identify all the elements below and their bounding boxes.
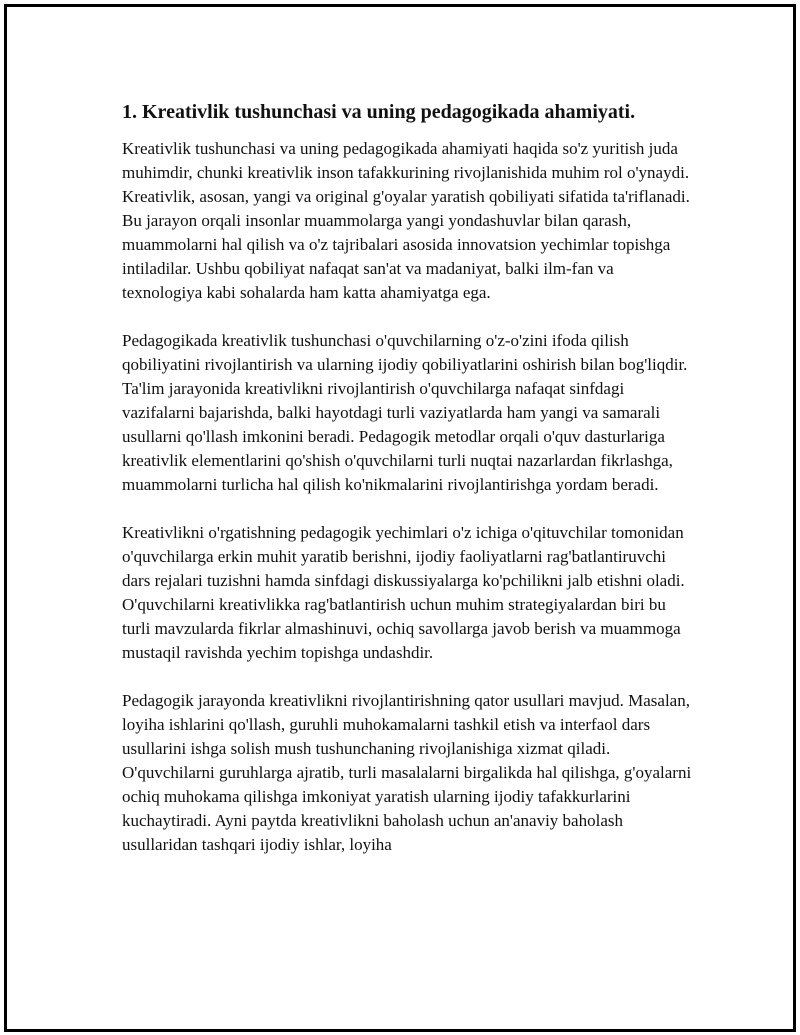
document-page: [4, 4, 796, 1032]
paragraph-1: Kreativlik tushunchasi va uning pedagogikada ahamiyati haqida so'z yuritish juda muhimdir, chunki kreativlik inson tafakkurining rivojlanishida muhim rol o'ynaydi. Kreativlik, asosan, yangi va original g'oyalar yaratish qobiliyati sifatida ta'riflanadi. Bu jarayon orqali insonlar muammolarga yangi yondashuvlar bilan qarash, muammolarni hal qilish va o'z tajribalari asosida innovatsion yechimlar topishga intiladilar. Ushbu qobiliyat nafaqat san'at va madaniyat, balki ilm-fan va texnologiya kabi sohalarda ham katta ahamiyatga ega.: [122, 139, 690, 302]
section-heading: 1. Kreativlik tushunchasi va uning pedagogikada ahamiyati.: [122, 101, 636, 123]
document-body: [122, 99, 697, 881]
paragraph-2: Pedagogikada kreativlik tushunchasi o'quvchilarning o'z-o'zini ifoda qilish qobiliyatini rivojlantirish va ularning ijodiy qobiliyatlarini oshirish bilan bog'liqdir. Ta'lim jarayonida kreativlikni rivojlantirish o'quvchilarga nafaqat sinfdagi vazifalarni bajarishda, balki hayotdagi turli vaziyatlarda ham yangi va samarali usullarni qo'llash imkonini beradi. Pedagogik metodlar orqali o'quv dasturlariga kreativlik elementlarini qo'shish o'quvchilarni turli nuqtai nazarlardan fikrlashga, muammolarni turlicha hal qilish ko'nikmalarini rivojlantirishga yordam beradi.: [122, 331, 688, 494]
paragraph-3: Kreativlikni o'rgatishning pedagogik yechimlari o'z ichiga o'qituvchilar tomonidan o'quvchilarga erkin muhit yaratib berishni, ijodiy faoliyatlarni rag'batlantiruvchi dars rejalari tuzishni hamda sinfdagi diskussiyalarga ko'pchilikni jalb etishni oladi. O'quvchilarni kreativlikka rag'batlantirish uchun muhim strategiyalardan biri bu turli mavzularda fikrlar almashinuvi, ochiq savollarga javob berish va muammoga mustaqil ravishda yechim topishga undashdir.: [122, 523, 685, 662]
paragraph-4: Pedagogik jarayonda kreativlikni rivojlantirishning qator usullari mavjud. Masalan, loyiha ishlarini qo'llash, guruhli muhokamalarni tashkil etish va interfaol dars usullarini ishga solish mush tushunchaning rivojlanishiga xizmat qiladi. O'quvchilarni guruhlarga ajratib, turli masalalarni birgalikda hal qilishga, g'oyalarni ochiq muhokama qilishga imkoniyat yaratish ularning ijodiy tafakkurlarini kuchaytiradi. Ayni paytda kreativlikni baholash uchun an'anaviy baholash usullaridan tashqari ijodiy ishlar, loyiha: [122, 691, 692, 854]
